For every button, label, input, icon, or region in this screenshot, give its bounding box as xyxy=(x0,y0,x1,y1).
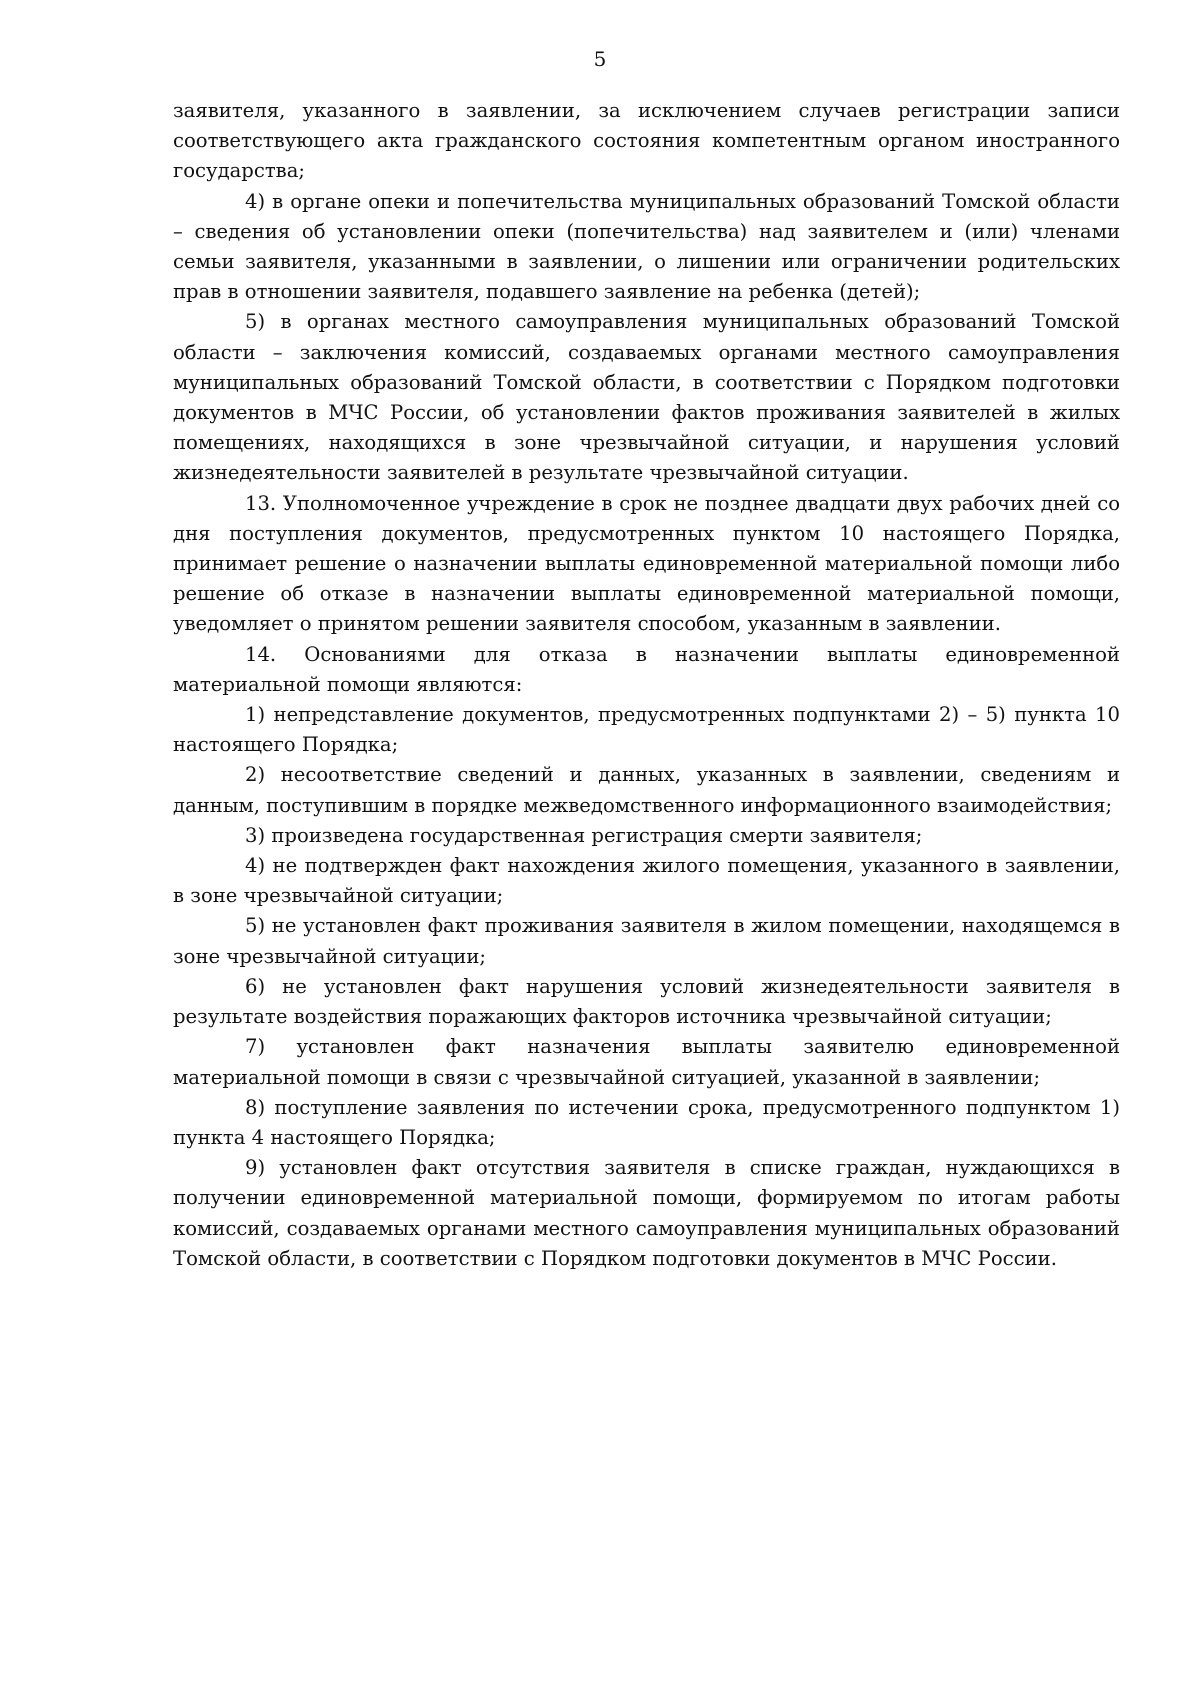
paragraph-item-4: 4) в органе опеки и попечительства муниципальных образований Томской области – сведения об установлении опеки (попечительства) над заявителем и (или) членами семьи заявителя, указанными в заявлении, о лишении или ограничении родительских прав в отношении заявителя, подавшего заявление на ребенка (детей); xyxy=(173,189,1120,304)
paragraph-refusal-7: 7) установлен факт назначения выплаты заявителю единовременной материальной помощи в связи с чрезвычайной ситуацией, указанной в заявлении; xyxy=(173,1035,1120,1089)
paragraph-continuation: заявителя, указанного в заявлении, за исключением случаев регистрации записи соответствующего акта гражданского состояния компетентным органом иностранного государства; xyxy=(173,99,1120,183)
paragraph-clause-13: 13. Уполномоченное учреждение в срок не позднее двадцати двух рабочих дней со дня поступления документов, предусмотренных пунктом 10 настоящего Порядка, принимает решение о назначении выплаты единовременной материальной помощи либо решение об отказе в назначении выплаты единовременной материальной помощи, уведомляет о принятом решении заявителя способом, указанным в заявлении. xyxy=(173,491,1120,636)
paragraph-refusal-6: 6) не установлен факт нарушения условий жизнедеятельности заявителя в результате воздействия поражающих факторов источника чрезвычайной ситуации; xyxy=(173,974,1120,1029)
paragraph-clause-14: 14. Основаниями для отказа в назначении выплаты единовременной материальной помощи являются: xyxy=(173,642,1120,696)
page-number: 5 xyxy=(593,47,607,71)
paragraph-refusal-9: 9) установлен факт отсутствия заявителя в списке граждан, нуждающихся в получении единовременной материальной помощи, формируемом по итогам работы комиссий, создаваемых органами местного самоуправления муниципальных образований Томской области, в соответствии с Порядком подготовки документов в МЧС России. xyxy=(173,1156,1120,1270)
paragraph-refusal-5: 5) не установлен факт проживания заявителя в жилом помещении, находящемся в зоне чрезвычайной ситуации; xyxy=(173,914,1120,968)
paragraph-refusal-3: 3) произведена государственная регистрация смерти заявителя; xyxy=(245,823,923,847)
paragraph-refusal-1: 1) непредставление документов, предусмотренных подпунктами 2) – 5) пункта 10 настоящего Порядка; xyxy=(173,703,1120,757)
paragraph-refusal-2: 2) несоответствие сведений и данных, указанных в заявлении, сведениям и данным, поступившим в порядке межведомственного информационного взаимодействия; xyxy=(173,763,1120,817)
paragraph-refusal-4: 4) не подтвержден факт нахождения жилого помещения, указанного в заявлении, в зоне чрезвычайной ситуации; xyxy=(173,854,1120,908)
document-body xyxy=(173,96,1120,1274)
paragraph-item-5: 5) в органах местного самоуправления муниципальных образований Томской области – заключения комиссий, создаваемых органами местного самоуправления муниципальных образований Томской области, в соответствии с Порядком подготовки документов в МЧС России, об установлении фактов проживания заявителей в жилых помещениях, находящихся в зоне чрезвычайной ситуации, и нарушения условий жизнедеятельности заявителей в результате чрезвычайной ситуации. xyxy=(173,310,1120,485)
paragraph-refusal-8: 8) поступление заявления по истечении срока, предусмотренного подпунктом 1) пункта 4 настоящего Порядка; xyxy=(173,1095,1120,1149)
